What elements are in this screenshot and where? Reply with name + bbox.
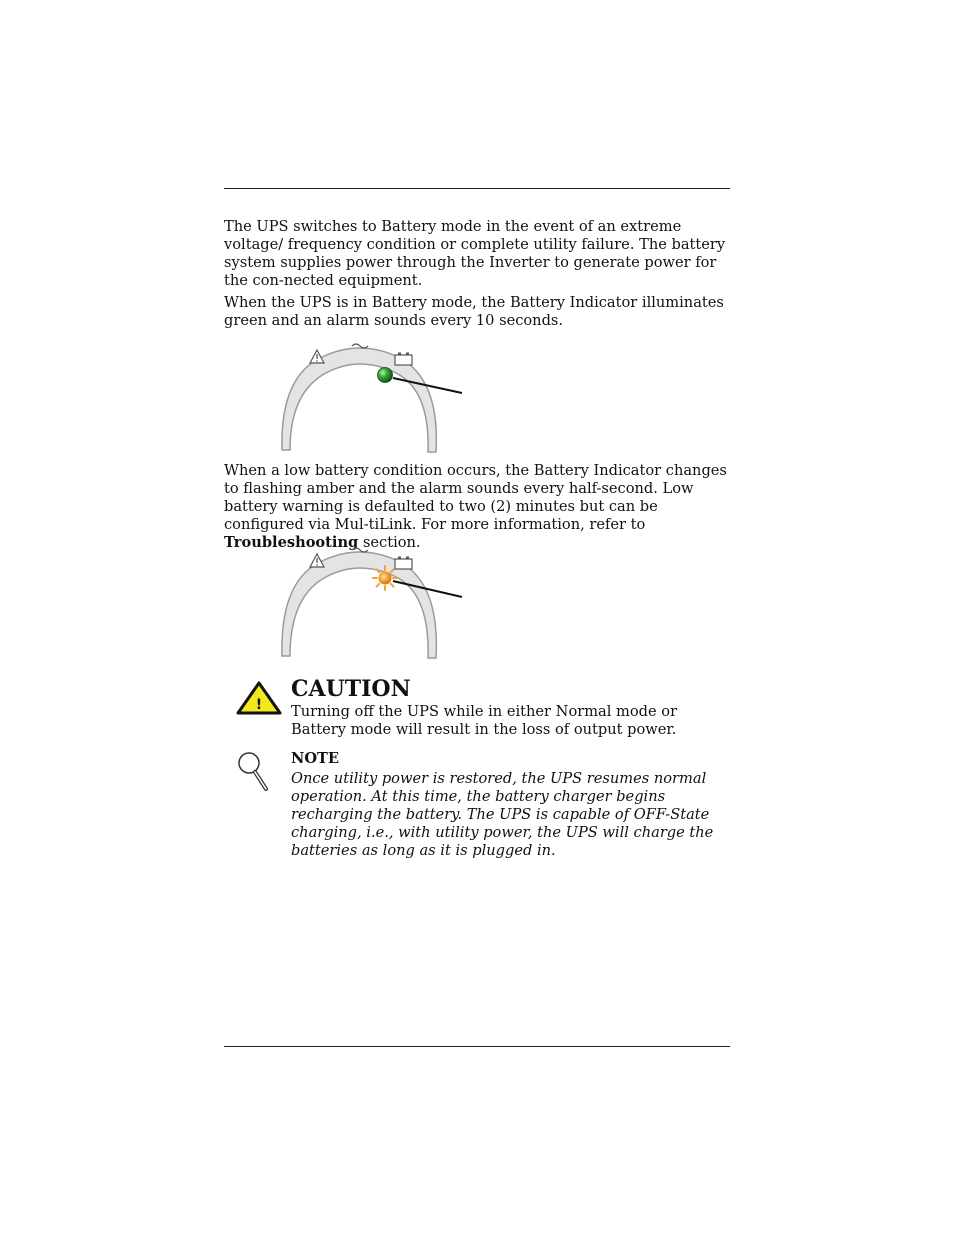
paragraph-low-battery-tail: section. (358, 534, 421, 551)
caution-triangle-icon (236, 681, 282, 715)
paragraph-battery-indicator-green: When the UPS is in Battery mode, the Battery Indicator illuminates green and an alarm sounds every 10 seconds. (224, 294, 724, 329)
battery-indicator-amber-flashing-led (373, 566, 397, 590)
battery-mode-indicator-figure (270, 338, 470, 456)
caution-text: Turning off the UPS while in either Normal mode or Battery mode will result in the loss of output power. (291, 703, 678, 738)
front-panel-arch (282, 348, 436, 452)
caution-title: CAUTION (291, 676, 411, 702)
battery-icon (395, 557, 412, 570)
note-text: Once utility power is restored, the UPS resumes normal operation. At this time, the battery charger begins recharging the battery. The UPS is capable of OFF-State charging, i.e., with utility power, the UPS will charge the batteries as long as it is plugged in. (291, 770, 714, 859)
battery-indicator-green-led (378, 368, 393, 383)
paragraph-low-battery-text: When a low battery condition occurs, the Battery Indicator changes to flashing amber and the alarm sounds every half-second. Low battery warning is defaulted to two (2) minutes but can be configured via Mul-tiLink. For more information, refer to (224, 462, 727, 533)
battery-icon (395, 353, 412, 366)
paragraph-battery-mode-intro: The UPS switches to Battery mode in the event of an extreme voltage/ frequency condition or complete utility failure. The battery system supplies power through the Inverter to generate power for the con-nected equipment. (224, 218, 726, 289)
low-battery-indicator-figure (270, 542, 470, 660)
svg-text:!: ! (255, 697, 263, 713)
troubleshooting-reference: Troubleshooting (224, 534, 359, 551)
top-rule (224, 188, 730, 189)
magnifying-glass-icon (236, 750, 270, 794)
paragraph-low-battery (224, 462, 730, 552)
bottom-rule (224, 1046, 730, 1047)
note-title: NOTE (291, 750, 340, 767)
front-panel-arch (282, 552, 436, 658)
